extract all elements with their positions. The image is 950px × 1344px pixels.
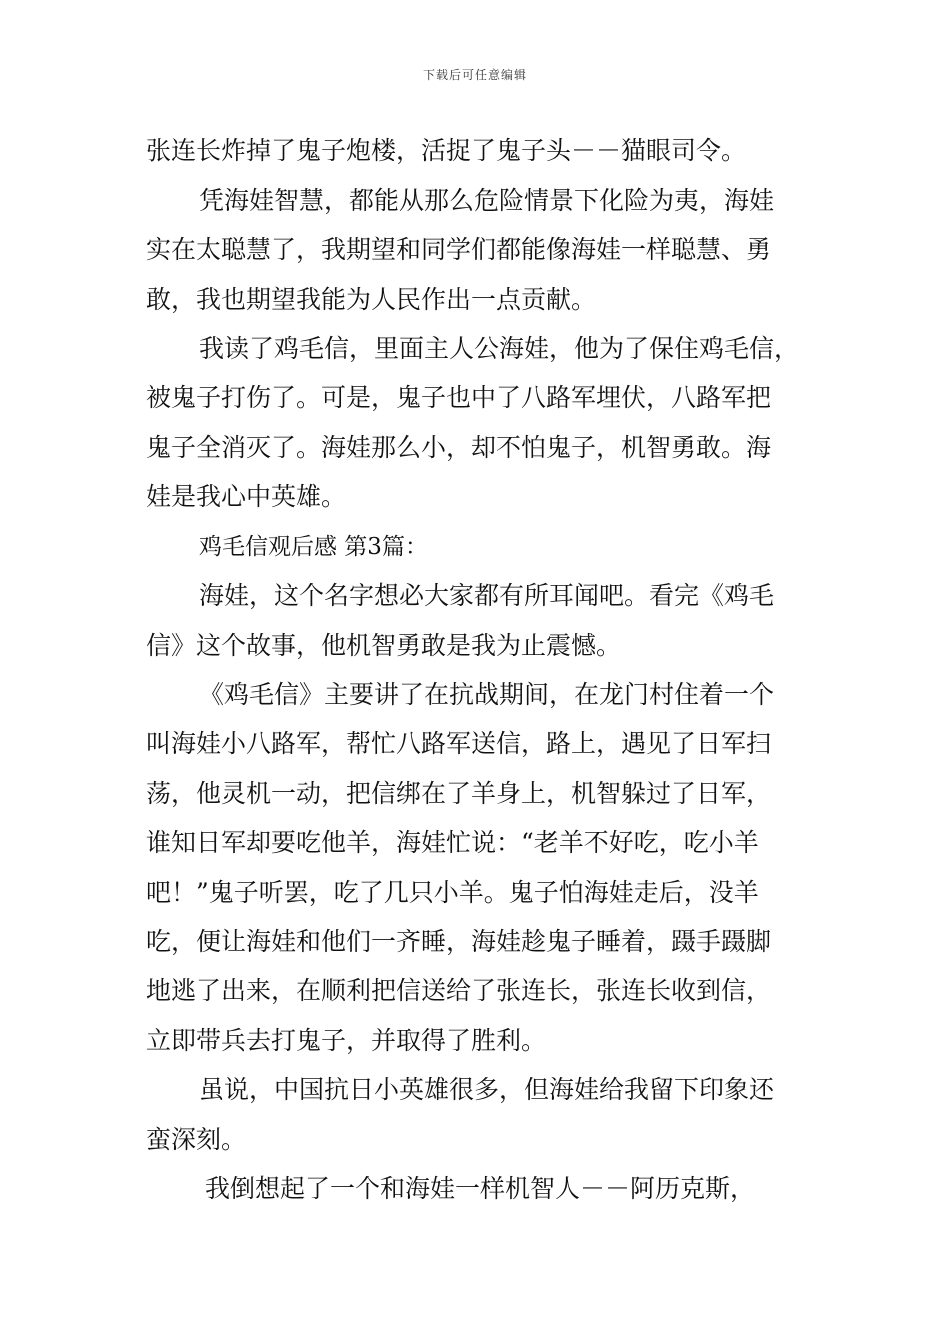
text-line: 蛮深刻。 bbox=[146, 1125, 247, 1154]
text-line: 被鬼子打伤了。可是，鬼子也中了八路军埋伏，八路军把 bbox=[146, 383, 772, 412]
text-line: 我读了鸡毛信，里面主人公海娃，他为了保住鸡毛信， bbox=[199, 334, 800, 363]
text-line: 凭海娃智慧，都能从那么危险情景下化险为夷，海娃 bbox=[199, 186, 775, 215]
text-line: 地逃了出来，在顺利把信送给了张连长，张连长收到信， bbox=[146, 976, 772, 1005]
text-line: 《鸡毛信》主要讲了在抗战期间，在龙门村住着一个 bbox=[199, 680, 775, 709]
text-line: 叫海娃小八路军，帮忙八路军送信，路上，遇见了日军扫 bbox=[146, 729, 772, 758]
text-line: 张连长炸掉了鬼子炮楼，活捉了鬼子头－－猫眼司令。 bbox=[146, 136, 747, 165]
text-line: 吃，便让海娃和他们一齐睡，海娃趁鬼子睡着，蹑手蹑脚 bbox=[146, 927, 772, 956]
text-line: 立即带兵去打鬼子，并取得了胜利。 bbox=[146, 1026, 547, 1055]
page-header: 下载后可任意编辑 bbox=[422, 68, 527, 82]
text-line: 虽说，中国抗日小英雄很多，但海娃给我留下印象还 bbox=[199, 1075, 775, 1104]
text-line: 海娃，这个名字想必大家都有所耳闻吧。看完《鸡毛 bbox=[199, 581, 775, 610]
text-line: 鬼子全消灭了。海娃那么小，却不怕鬼子，机智勇敢。海 bbox=[146, 433, 772, 462]
text-line: 敢，我也期望我能为人民作出一点贡献。 bbox=[146, 285, 597, 314]
text-line: 娃是我心中英雄。 bbox=[146, 482, 347, 511]
text-line: 谁知日军却要吃他羊，海娃忙说：“老羊不好吃，吃小羊 bbox=[146, 828, 759, 857]
text-line: 荡，他灵机一动，把信绑在了羊身上，机智躲过了日军， bbox=[146, 779, 772, 808]
text-line: 信》这个故事，他机智勇敢是我为止震憾。 bbox=[146, 631, 622, 660]
text-line: 实在太聪慧了，我期望和同学们都能像海娃一样聪慧、勇 bbox=[146, 235, 772, 264]
section-heading: 鸡毛信观后感 第3篇： bbox=[199, 534, 428, 560]
text-line: 吧！”鬼子听罢，吃了几只小羊。鬼子怕海娃走后，没羊 bbox=[146, 878, 759, 907]
text-line: 我倒想起了一个和海娃一样机智人－－阿历克斯， bbox=[205, 1174, 756, 1203]
